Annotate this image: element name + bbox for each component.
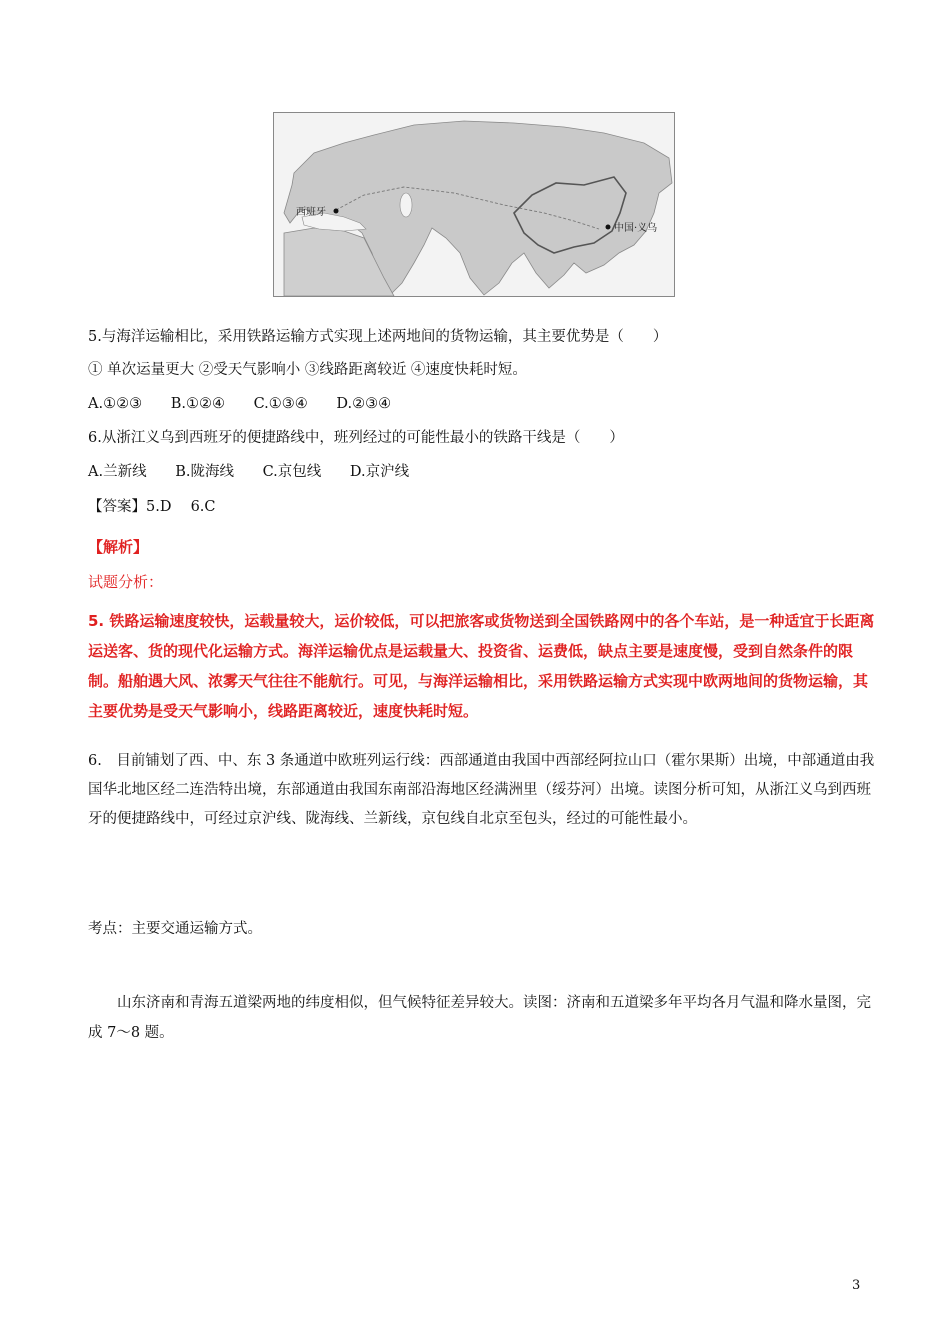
q5-option-b: B.①②④: [170, 396, 225, 412]
caspian-sea: [400, 193, 412, 217]
analysis-q5: 5. 铁路运输速度较快，运载量较大，运价较低，可以把旅客或货物送到全国铁路网中的各个车站，是一种适宜于长距离运送客、货的现代化运输方式。海洋运输优点是运载量大、投资省、运费低，缺点主要是速度慢，受到自然条件的限制。船舶遇大风、浓雾天气往往不能航行。可见，与海洋运输相比，采用铁路运输方式实现中欧两地间的货物运输，其主要优势是受天气影响小，线路距离较近，速度快耗时短。: [88, 612, 875, 720]
q5-stem: 5.与海洋运输相比，采用铁路运输方式实现上述两地间的货物运输，其主要优势是（ ）: [88, 329, 668, 345]
yiwu-marker: [606, 225, 611, 230]
analysis-subheading: 试题分析：: [88, 573, 164, 591]
label-spain: 西班牙: [296, 207, 326, 218]
q5-option-a: A.①②③: [88, 396, 143, 412]
eurasia-map: [273, 112, 675, 297]
q5-items: ① 单次运量更大 ②受天气影响小 ③线路距离较近 ④速度快耗时短。: [88, 362, 527, 378]
label-yiwu: 中国·义乌: [614, 223, 658, 234]
analysis-q6: 6. 目前铺划了西、中、东 3 条通道中欧班列运行线：西部通道由我国中西部经阿拉山口（霍尔果斯）出境，中部通道由我国华北地区经二连浩特出境，东部通道由我国东南部沿海地区经满洲里（绥芬河）出境。读图分析可知，从浙江义乌到西班牙的便捷路线中，可经过京沪线、陇海线、兰新线，京包线自北京至包头，经过的可能性最小。: [88, 753, 875, 827]
page-number: 3: [852, 1278, 861, 1293]
spain-marker: [334, 209, 339, 214]
q5-option-d: D.②③④: [336, 396, 392, 412]
intro-next-questions: 山东济南和青海五道梁两地的纬度相似，但气候特征差异较大。读图：济南和五道梁多年平均各月气温和降水量图，完成 7～8 题。: [88, 995, 871, 1041]
q5-options: [88, 394, 415, 414]
map-graphic: [274, 113, 674, 296]
q6-option-c: C.京包线: [262, 464, 322, 480]
answer: 【答案】5.D 6.C: [88, 499, 216, 515]
q6-stem: 6.从浙江义乌到西班牙的便捷路线中，班列经过的可能性最小的铁路干线是（ ）: [88, 430, 624, 446]
q6-options: [88, 462, 433, 482]
q6-option-a: A.兰新线: [88, 464, 147, 480]
analysis-heading: 【解析】: [88, 538, 149, 556]
q5-option-c: C.①③④: [253, 396, 308, 412]
kaodian: 考点：主要交通运输方式。: [88, 921, 262, 937]
q6-option-d: D.京沪线: [349, 464, 410, 480]
q6-option-b: B.陇海线: [175, 464, 234, 480]
